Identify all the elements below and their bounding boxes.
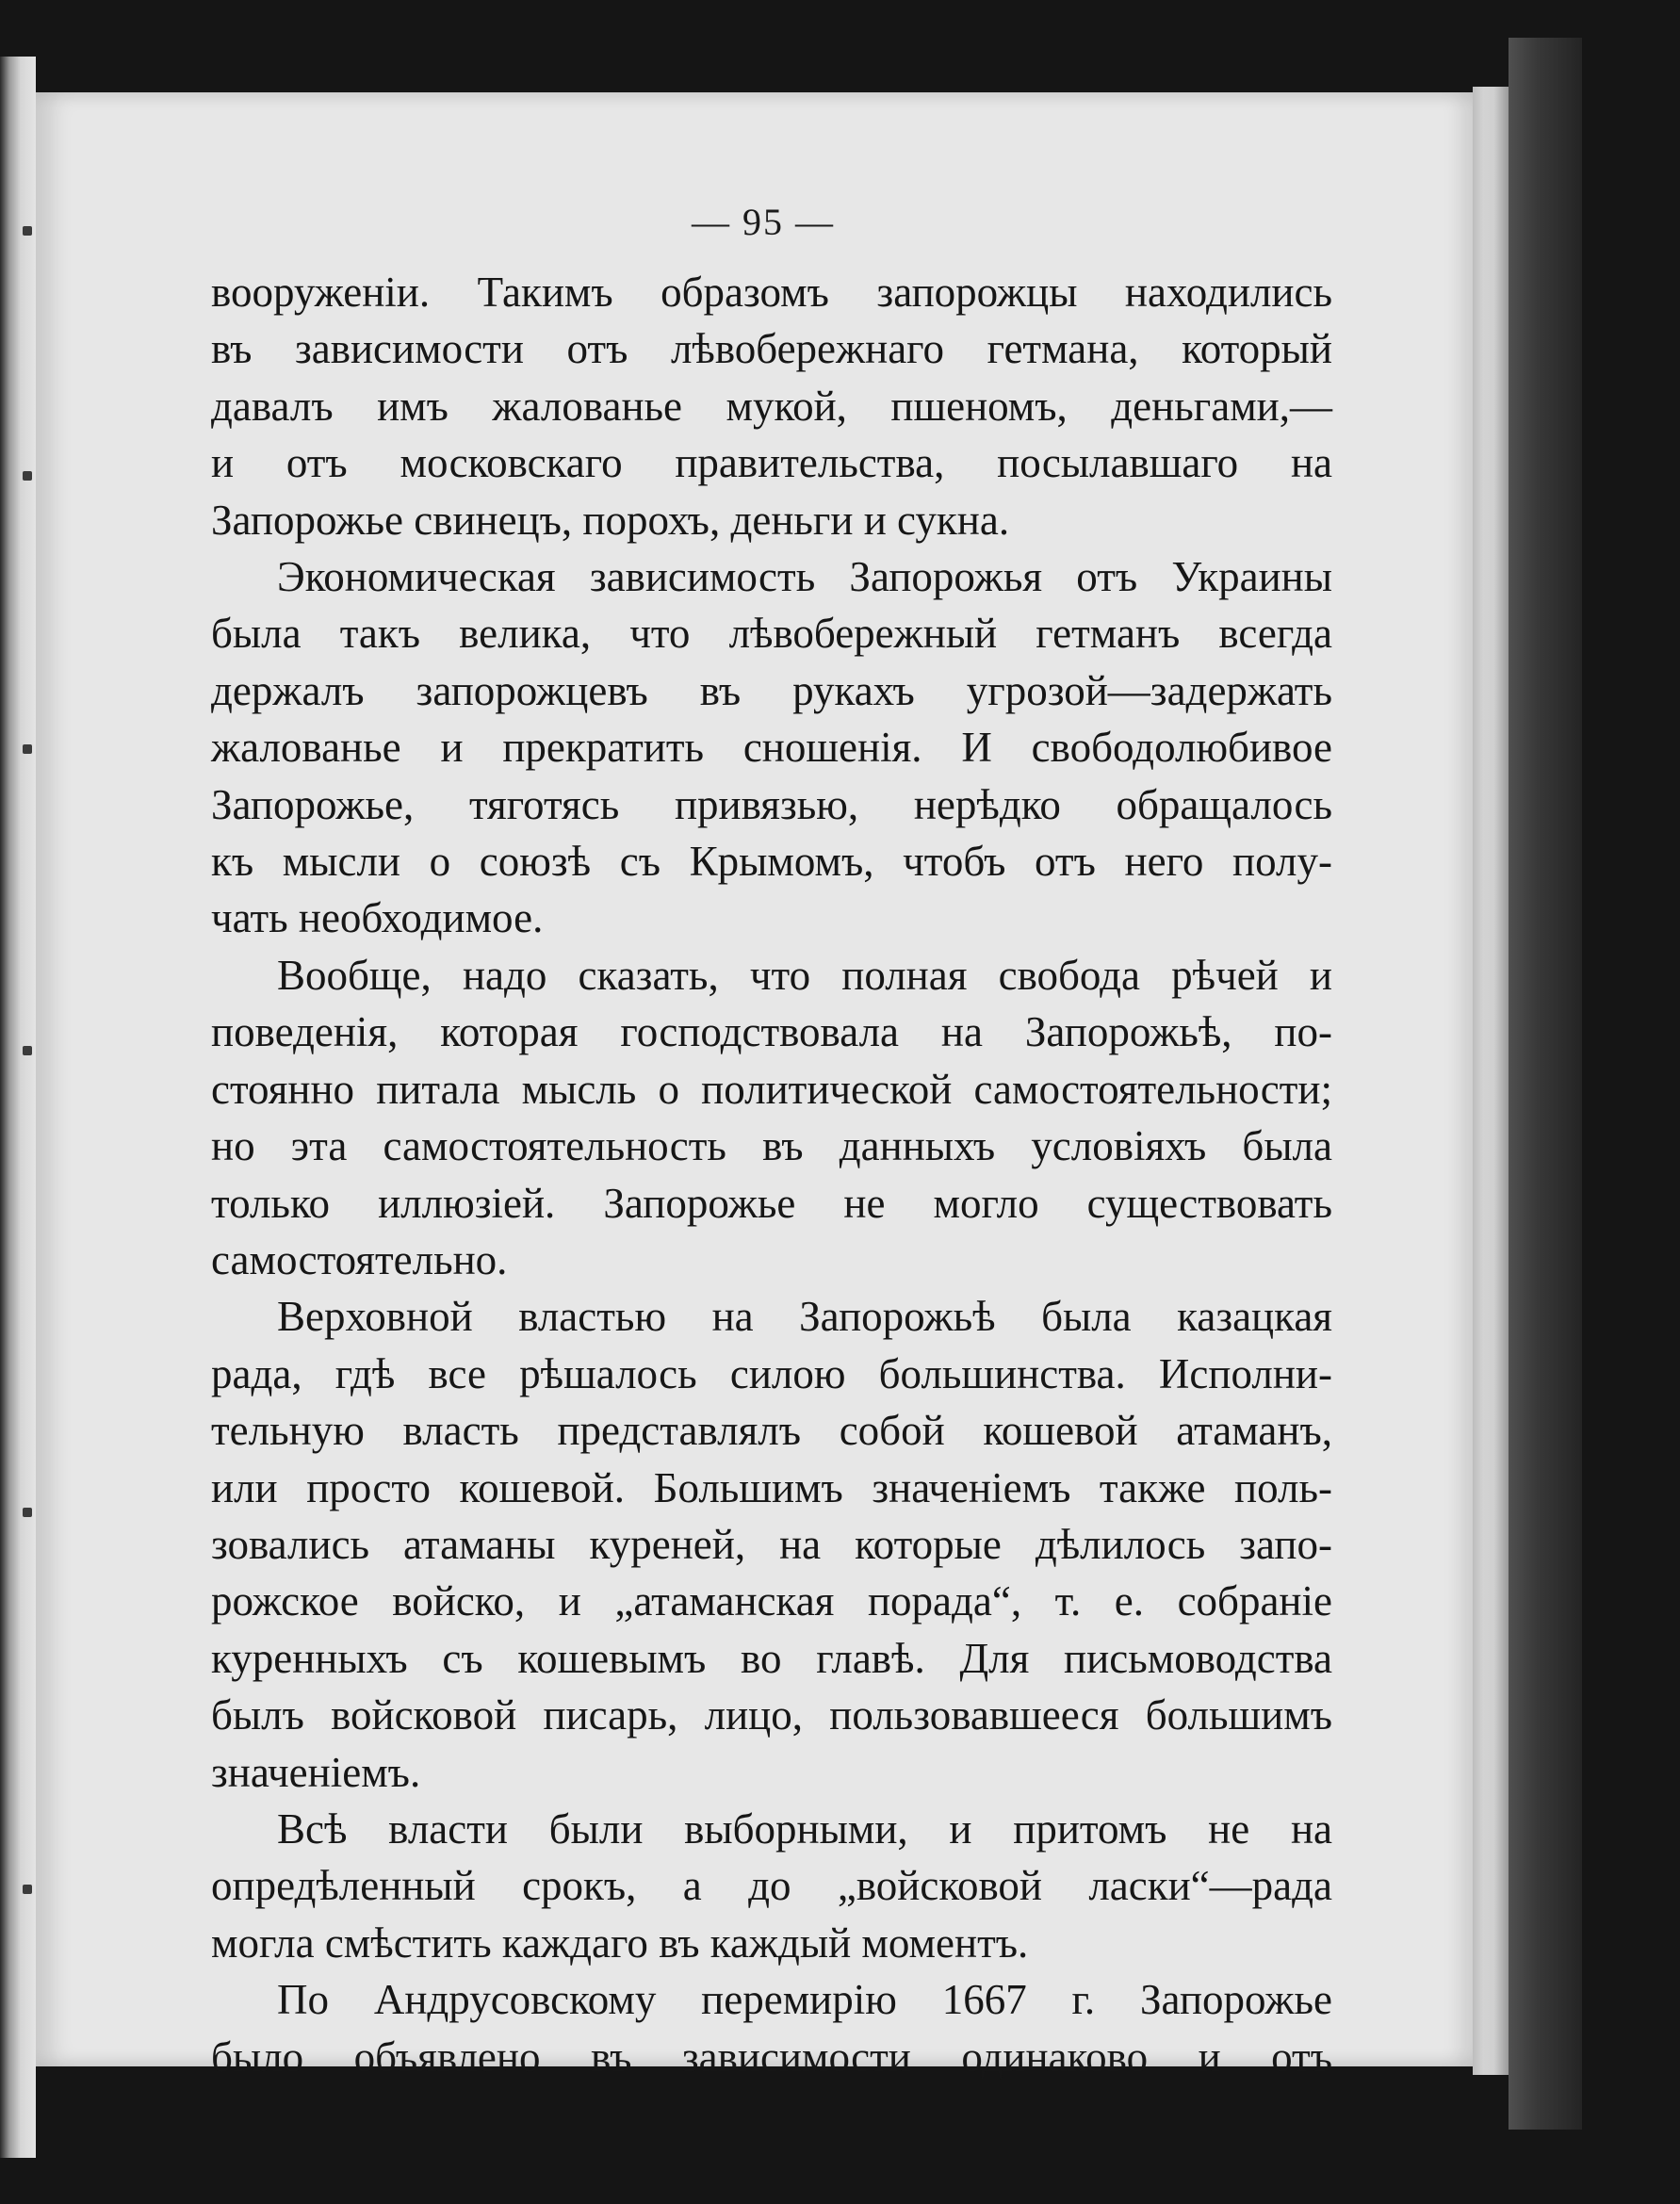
page-number: — 95 — [692, 201, 835, 243]
paragraph-start-line: Вообще, надо сказать, что полная свобода рѣчей и [277, 951, 1332, 999]
paragraph-start-line: Верховной властью на Запорожьѣ была казацкая [277, 1293, 1332, 1341]
body-text [211, 264, 1332, 2085]
text-line: Запорожье, тяготясь привязью, нерѣдко обращалось [211, 780, 1332, 828]
binding-stitch [23, 471, 32, 481]
text-line: самостоятельно. [211, 1235, 508, 1283]
text-line: стоянно питала мысль о политической самостоятельности; [211, 1065, 1332, 1113]
paragraph-start-line: Всѣ власти были выборными, и притомъ не на [277, 1804, 1332, 1853]
text-line: значенiемъ. [211, 1748, 421, 1796]
text-line: была такъ велика, что лѣвобережный гетманъ всегда [211, 610, 1332, 658]
text-line: держалъ запорожцевъ въ рукахъ угрозой—задержать [211, 666, 1332, 714]
text-line: чать необходимое. [211, 894, 544, 942]
text-line: и отъ московскаго правительства, посылавшаго на [211, 439, 1332, 487]
book-cover [1509, 38, 1582, 2130]
binding-stitch [23, 1046, 32, 1055]
text-line: жалованье и прекратить сношенiя. И свободолюбивое [211, 724, 1332, 772]
binding-stitch [23, 744, 32, 754]
text-line: могла смѣстить каждаго въ каждый моментъ. [211, 1918, 1029, 1967]
text-line: куренныхъ съ кошевымъ во главѣ. Для письмоводства [211, 1634, 1332, 1682]
binding-stitch [23, 1508, 32, 1517]
paragraph-start-line: По Андрусовскому перемирiю 1667 г. Запорожье [277, 1976, 1332, 2024]
text-line: опредѣленный срокъ, а до „войсковой ласки“—рада [211, 1862, 1332, 1910]
text-line: въ зависимости отъ лѣвобережнаго гетмана, который [211, 325, 1332, 373]
text-line: рада, гдѣ все рѣшалось силою большинства. Исполни- [211, 1349, 1332, 1397]
page-stack-edge [1473, 87, 1509, 2075]
text-line: Запорожье свинецъ, порохъ, деньги и сукна. [211, 496, 1010, 544]
text-line: было объявлено въ зависимости одинаково и отъ [211, 2033, 1332, 2081]
text-line: рожское войско, и „атаманская порада“, т. е. собранiе [211, 1577, 1332, 1625]
text-line: зовались атаманы куреней, на которые дѣлилось запо- [211, 1520, 1332, 1568]
facing-page-edge [0, 57, 36, 2158]
text-line: давалъ имъ жалованье мукой, пшеномъ, деньгами,— [211, 382, 1332, 430]
paragraph-start-line: Экономическая зависимость Запорожья отъ Украины [277, 553, 1332, 601]
text-line: поведенiя, которая господствовала на Запорожьѣ, по- [211, 1008, 1332, 1056]
text-line: къ мысли о союзѣ съ Крымомъ, чтобъ отъ него полу- [211, 838, 1332, 886]
text-line: вооруженiи. Такимъ образомъ запорожцы находились [211, 269, 1332, 316]
text-line: или просто кошевой. Большимъ значенiемъ также поль- [211, 1463, 1332, 1511]
text-line: былъ войсковой писарь, лицо, пользовавшееся большимъ [211, 1691, 1332, 1739]
text-line: тельную власть представлялъ собой кошевой атаманъ, [211, 1407, 1332, 1455]
binding-stitch [23, 1885, 32, 1894]
binding-stitch [23, 226, 32, 236]
text-line: только иллюзiей. Запорожье не могло существовать [211, 1179, 1332, 1227]
text-line: но эта самостоятельность въ данныхъ условiяхъ была [211, 1122, 1332, 1170]
